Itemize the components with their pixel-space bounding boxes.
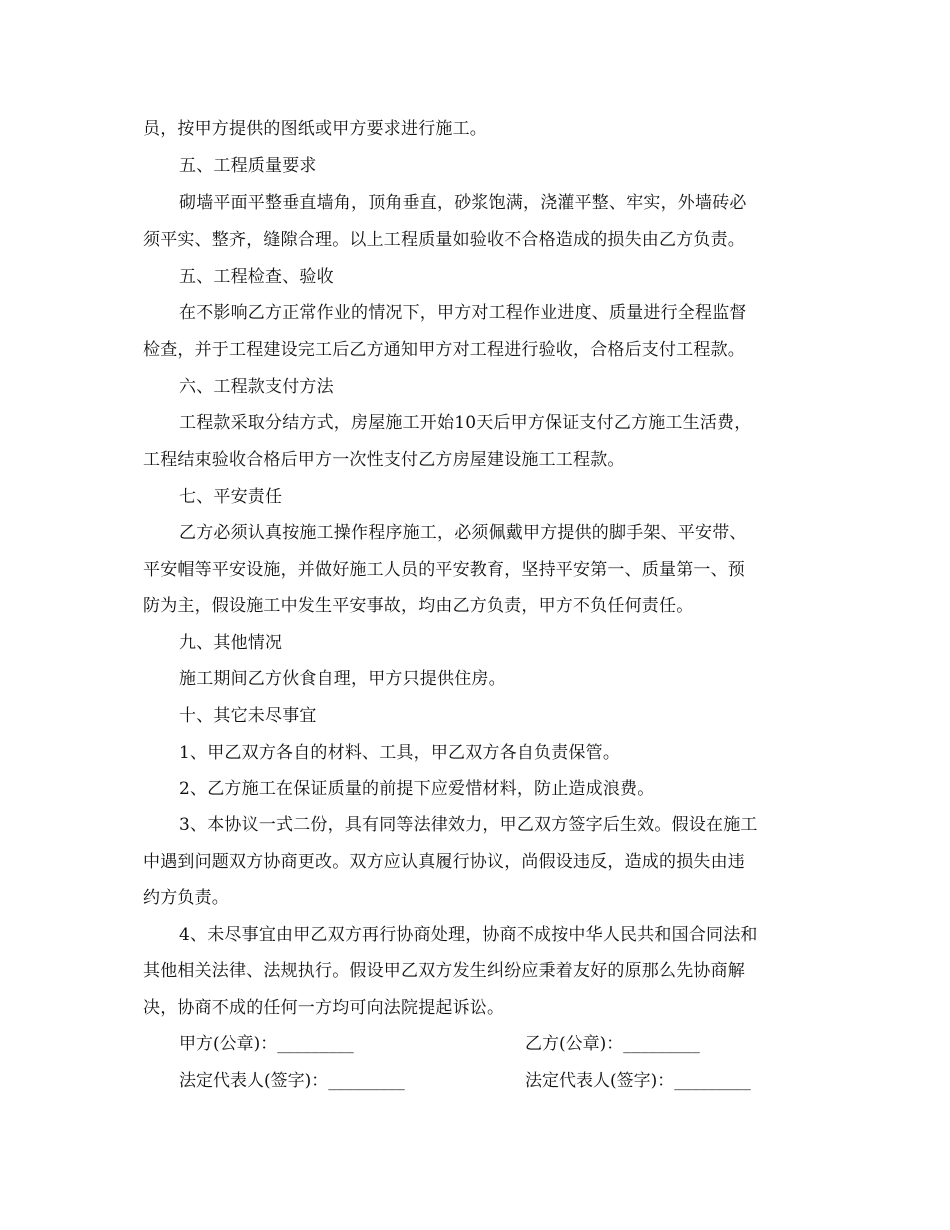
paragraph-line: 决，协商不成的任何一方均可向法院提起诉讼。 bbox=[143, 998, 505, 1018]
paragraph-line: 其他相关法律、法规执行。假设甲乙双方发生纠纷应秉着友好的原那么先协商解 bbox=[143, 961, 745, 981]
party-a-representative-line: 法定代表人(签字)：_________ bbox=[179, 1071, 405, 1091]
paragraph-line: 检查，并于工程建设完工后乙方通知甲方对工程进行验收，合格后支付工程款。 bbox=[143, 340, 745, 360]
paragraph-line: 砌墙平面平整垂直墙角，顶角垂直，砂浆饱满，浇灌平整、牢实，外墙砖必 bbox=[179, 193, 747, 213]
paragraph-line: 工程款采取分结方式，房屋施工开始10天后甲方保证支付乙方施工生活费， bbox=[179, 413, 752, 433]
party-a-seal-line: 甲方(公章)：_________ bbox=[179, 1034, 354, 1054]
paragraph-line: 员，按甲方提供的图纸或甲方要求进行施工。 bbox=[143, 119, 487, 139]
paragraph-line: 乙方必须认真按施工操作程序施工，必须佩戴甲方提供的脚手架、平安带、 bbox=[179, 523, 747, 543]
paragraph-line: 防为主，假设施工中发生平安事故，均由乙方负责，甲方不负任何责任。 bbox=[143, 596, 694, 616]
section-heading-other: 九、其他情况 bbox=[179, 633, 283, 653]
section-heading-inspection: 五、工程检查、验收 bbox=[179, 267, 334, 287]
party-b-representative-line: 法定代表人(签字)：_________ bbox=[525, 1071, 751, 1091]
paragraph-line: 平安帽等平安设施，并做好施工人员的平安教育，坚持平安第一、质量第一、预 bbox=[143, 560, 745, 580]
paragraph-line: 约方负责。 bbox=[143, 888, 229, 908]
section-heading-payment: 六、工程款支付方法 bbox=[179, 377, 334, 397]
section-heading-misc: 十、其它未尽事宜 bbox=[179, 706, 317, 726]
party-b-seal-line: 乙方(公章)：_________ bbox=[525, 1034, 700, 1054]
list-item: 1、甲乙双方各自的材料、工具，甲乙双方各自负责保管。 bbox=[179, 743, 621, 763]
paragraph-line: 须平实、整齐，缝隙合理。以上工程质量如验收不合格造成的损失由乙方负责。 bbox=[143, 230, 745, 250]
section-heading-quality: 五、工程质量要求 bbox=[179, 156, 317, 176]
list-item: 3、本协议一式二份，具有同等法律效力，甲乙双方签字后生效。假设在施工 bbox=[179, 815, 758, 835]
paragraph-line: 工程结束验收合格后甲方一次性支付乙方房屋建设施工工程款。 bbox=[143, 450, 625, 470]
list-item: 2、乙方施工在保证质量的前提下应爱惜材料，防止造成浪费。 bbox=[179, 779, 655, 799]
paragraph-line: 在不影响乙方正常作业的情况下，甲方对工程作业进度、质量进行全程监督 bbox=[179, 303, 747, 323]
paragraph-line: 中遇到问题双方协商更改。双方应认真履行协议，尚假设违反，造成的损失由违 bbox=[143, 852, 745, 872]
paragraph-line: 施工期间乙方伙食自理，甲方只提供住房。 bbox=[179, 669, 506, 689]
list-item: 4、未尽事宜由甲乙双方再行协商处理，协商不成按中华人民共和国合同法和 bbox=[179, 925, 758, 945]
section-heading-safety: 七、平安责任 bbox=[179, 487, 283, 507]
